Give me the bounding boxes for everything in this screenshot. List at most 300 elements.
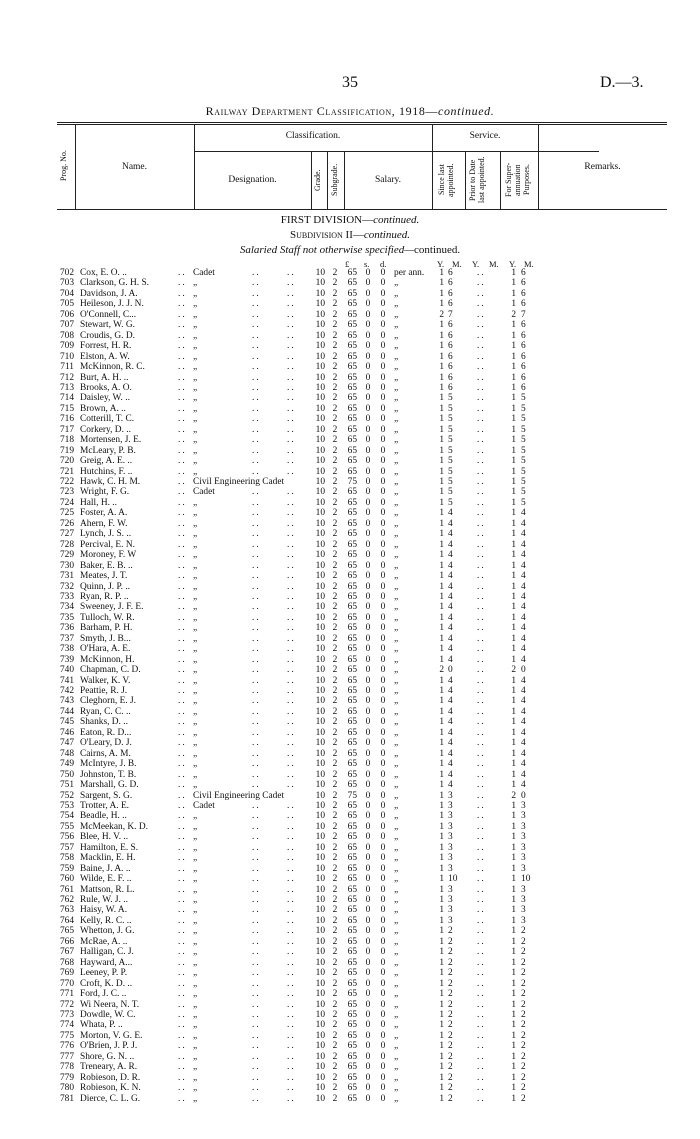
prog-number: 746 [59,727,74,738]
prog-number: 723 [59,487,74,498]
since-last-months: 3 [448,915,453,926]
salary-period: „ [394,989,399,1000]
salary-shillings: 0 [365,884,371,895]
prog-number: 780 [59,1083,74,1094]
staff-name: Brown, A. .. [80,403,126,414]
staff-name: Hamilton, E. S. [80,842,139,853]
superannuation-header: For Super-annuation Purposes. [504,162,531,198]
subgrade: 2 [332,769,338,780]
salary-pence: 0 [380,696,386,707]
leader-dots: .. [287,905,296,916]
designation: „ [193,278,198,289]
leader-dots: .. [178,1093,187,1104]
superannuation-months: 4 [521,508,526,519]
superannuation-months: 3 [521,800,526,811]
table-row [0,446,700,456]
subgrade: 2 [332,644,338,655]
superannuation-months: 0 [521,790,526,801]
superannuation-years: 1 [511,811,516,822]
grade: 10 [315,748,325,759]
since-last-years: 1 [439,424,444,435]
superannuation-months: 2 [521,1051,526,1062]
table-row [0,728,700,738]
prog-number: 775 [59,1030,74,1041]
since-last-years: 1 [439,1093,444,1104]
leader-dots: .. [477,748,486,759]
salary-pence: 0 [380,1020,386,1031]
superannuation-years: 2 [511,665,516,676]
salary-shillings: 0 [365,957,371,968]
leader-dots: .. [287,1062,296,1073]
since-last-years: 1 [439,780,444,791]
salary-pence: 0 [380,1062,386,1073]
subgrade: 2 [332,633,338,644]
table-row [0,1020,700,1030]
grade: 10 [315,1030,325,1041]
salary-pence: 0 [380,351,386,362]
leader-dots: .. [477,915,486,926]
since-last-months: 2 [448,1062,453,1073]
table-row [0,655,700,665]
superannuation-months: 4 [521,706,526,717]
staff-name: Dowdle, W. C. [80,1009,136,1020]
since-last-years: 1 [439,811,444,822]
subgrade: 2 [332,393,338,404]
staff-name: Hall, H. .. [80,497,117,508]
leader-dots: .. [477,330,486,341]
since-last-years: 1 [439,936,444,947]
salary-pence: 0 [380,884,386,895]
grade: 10 [315,518,325,529]
subgrade: 2 [332,445,338,456]
leader-dots: .. [178,623,187,634]
table-row [0,905,700,915]
grade: 10 [315,769,325,780]
leader-dots: .. [178,591,187,602]
salary-period: „ [394,1041,399,1052]
leader-dots: .. [252,1009,261,1020]
since-last-years: 1 [439,738,444,749]
leader-dots: .. [287,330,296,341]
leader-dots: .. [252,362,261,373]
leader-dots: .. [477,1072,486,1083]
salary-pounds: 65 [347,759,357,770]
leader-dots: .. [178,780,187,791]
staff-name: Davidson, J. A. [80,288,138,299]
prog-number: 713 [59,382,74,393]
since-last-months: 2 [448,926,453,937]
superannuation-months: 3 [521,821,526,832]
since-last-months: 4 [448,508,453,519]
since-last-months: 4 [448,591,453,602]
grade: 10 [315,1020,325,1031]
designation: „ [193,832,198,843]
prog-number: 703 [59,278,74,289]
leader-dots: .. [178,759,187,770]
salary-shillings: 0 [365,738,371,749]
since-last-years: 1 [439,644,444,655]
leader-dots: .. [287,351,296,362]
salary-period: „ [394,633,399,644]
leader-dots: .. [477,989,486,1000]
table-row [0,352,700,362]
leader-dots: .. [287,591,296,602]
leader-dots: .. [178,644,187,655]
superannuation-years: 1 [511,832,516,843]
superannuation-months: 5 [521,445,526,456]
salary-pounds: 65 [347,1093,357,1104]
superannuation-years: 1 [511,748,516,759]
leader-dots: .. [178,686,187,696]
subgrade: 2 [332,780,338,791]
since-last-months: 5 [448,445,453,456]
salary-shillings: 0 [365,654,371,665]
since-last-months: 2 [448,1009,453,1020]
superannuation-months: 3 [521,842,526,853]
designation: „ [193,936,198,947]
salary-pounds: 65 [347,665,357,676]
salary-period: „ [394,518,399,529]
salary-pence: 0 [380,821,386,832]
leader-dots: .. [178,842,187,853]
superannuation-years: 1 [511,591,516,602]
leader-dots: .. [252,748,261,759]
leader-dots: .. [252,1041,261,1052]
since-last-months: 4 [448,717,453,728]
salary-shillings: 0 [365,1020,371,1031]
grade: 10 [315,665,325,676]
salary-shillings: 0 [365,372,371,383]
staff-name: Beadle, H. .. [80,811,127,822]
salary-pounds: 65 [347,508,357,519]
superannuation-years: 1 [511,769,516,780]
salary-pence: 0 [380,466,386,477]
leader-dots: .. [178,508,187,519]
since-last-months: 4 [448,748,453,759]
salary-period: per ann. [394,268,425,278]
salary-shillings: 0 [365,320,371,331]
salary-pence: 0 [380,1009,386,1020]
salary-shillings: 0 [365,1030,371,1041]
salary-pounds: 65 [347,591,357,602]
designation: „ [193,1072,198,1083]
leader-dots: .. [178,382,187,393]
salary-shillings: 0 [365,623,371,634]
staff-name: Eaton, R. D... [80,727,132,738]
prog-number: 745 [59,717,74,728]
salary-pounds: 65 [347,414,357,425]
leader-dots: .. [252,874,261,885]
grade: 10 [315,1072,325,1083]
subgrade: 2 [332,790,338,801]
leader-dots: .. [178,863,187,874]
superannuation-months: 2 [521,1062,526,1073]
designation: „ [193,288,198,299]
leader-dots: .. [477,633,486,644]
leader-dots: .. [287,435,296,446]
subgrade: 2 [332,738,338,749]
since-last-months: 4 [448,571,453,582]
salary-shillings: 0 [365,1051,371,1062]
leader-dots: .. [477,1093,486,1104]
salary-period: „ [394,550,399,561]
since-last-years: 1 [439,612,444,623]
leader-dots: .. [252,456,261,467]
salary-shillings: 0 [365,727,371,738]
superannuation-years: 1 [511,393,516,404]
subgrade: 2 [332,947,338,958]
salary-pence: 0 [380,456,386,467]
salary-pence: 0 [380,915,386,926]
leader-dots: .. [178,1083,187,1094]
prog-number: 749 [59,759,74,770]
leader-dots: .. [178,1051,187,1062]
leader-dots: .. [252,372,261,383]
leader-dots: .. [287,686,296,696]
table-row [0,383,700,393]
prog-number: 721 [59,466,74,477]
grade: 10 [315,382,325,393]
leader-dots: .. [252,320,261,331]
salary-pounds: 65 [347,1009,357,1020]
leader-dots: .. [252,706,261,717]
superannuation-years: 1 [511,529,516,540]
prog-number: 767 [59,947,74,958]
superannuation-years: 1 [511,706,516,717]
designation: „ [193,362,198,373]
leader-dots: .. [287,1041,296,1052]
designation: „ [193,884,198,895]
since-last-years: 1 [439,790,444,801]
grade-header: Grade. [313,169,322,191]
salary-pounds: 65 [347,853,357,864]
leader-dots: .. [287,999,296,1010]
salary-pounds: 65 [347,915,357,926]
superannuation-years: 1 [511,299,516,310]
prog-number: 761 [59,884,74,895]
superannuation-years: 1 [511,926,516,937]
leader-dots: .. [477,477,486,487]
superannuation-years: 1 [511,915,516,926]
prog-number: 725 [59,508,74,519]
superannuation-years: 1 [511,1083,516,1094]
salary-shillings: 0 [365,497,371,508]
leader-dots: .. [287,665,296,676]
leader-dots: .. [252,968,261,979]
staff-name: O'Brien, J. P. J. [80,1041,138,1052]
prog-number: 765 [59,926,74,937]
leader-dots: .. [287,1083,296,1094]
leader-dots: .. [287,978,296,989]
grade: 10 [315,853,325,864]
leader-dots: .. [477,393,486,404]
superannuation-months: 6 [521,382,526,393]
salary-period: „ [394,748,399,759]
leader-dots: .. [477,560,486,571]
subgrade: 2 [332,874,338,885]
leader-dots: .. [178,978,187,989]
salary-period: „ [394,1062,399,1073]
leader-dots: .. [178,487,187,498]
since-last-years: 1 [439,821,444,832]
salary-shillings: 0 [365,529,371,540]
salary-period: „ [394,957,399,968]
leader-dots: .. [287,382,296,393]
leader-dots: .. [287,602,296,613]
since-last-years: 1 [439,571,444,582]
salary-pence: 0 [380,717,386,728]
superannuation-months: 2 [521,1072,526,1083]
salary-period: „ [394,602,399,613]
subgrade: 2 [332,623,338,634]
grade: 10 [315,832,325,843]
superannuation-years: 1 [511,1020,516,1031]
superannuation-years: 1 [511,1062,516,1073]
since-last-years: 2 [439,309,444,320]
grade: 10 [315,926,325,937]
salary-period: „ [394,320,399,331]
designation: „ [193,581,198,592]
designation: „ [193,1083,198,1094]
since-last-months: 6 [448,372,453,383]
leader-dots: .. [252,832,261,843]
division-title [0,214,700,226]
leader-dots: .. [178,477,187,487]
staff-name: McKinnon, R. C. [80,362,145,373]
leader-dots: .. [178,518,187,529]
leader-dots: .. [178,414,187,425]
years-label-1: Y. [437,259,445,269]
grade: 10 [315,780,325,791]
table-row [0,435,700,445]
grade: 10 [315,863,325,874]
staff-name: Cleghorn, E. J. [80,696,136,707]
salary-pounds: 65 [347,330,357,341]
prog-number: 705 [59,299,74,310]
leader-dots: .. [477,978,486,989]
grade: 10 [315,644,325,655]
since-last-years: 1 [439,477,444,487]
since-last-years: 1 [439,1020,444,1031]
since-last-years: 1 [439,560,444,571]
grade: 10 [315,957,325,968]
designation: „ [193,727,198,738]
since-last-months: 4 [448,529,453,540]
salary-pounds: 65 [347,633,357,644]
staff-name: Peattie, R. J. [80,686,128,696]
subgrade: 2 [332,665,338,676]
superannuation-months: 3 [521,832,526,843]
since-last-months: 4 [448,550,453,561]
designation: „ [193,686,198,696]
staff-name: Burt, A. H. .. [80,372,129,383]
prog-number: 724 [59,497,74,508]
salary-period: „ [394,1051,399,1062]
salary-pounds: 65 [347,341,357,352]
prog-number: 756 [59,832,74,843]
salary-shillings: 0 [365,675,371,686]
designation: „ [193,989,198,1000]
salary-pounds: 65 [347,811,357,822]
leader-dots: .. [178,456,187,467]
leader-dots: .. [252,571,261,582]
table-row [0,770,700,780]
leader-dots: .. [252,1030,261,1041]
table-row [0,477,700,487]
salary-period: „ [394,591,399,602]
salary-pounds: 65 [347,926,357,937]
designation: „ [193,780,198,791]
leader-dots: .. [477,456,486,467]
salary-pence: 0 [380,372,386,383]
subgrade: 2 [332,497,338,508]
superannuation-years: 1 [511,550,516,561]
staff-name: Brooks, A. O. [80,382,132,393]
leader-dots: .. [477,518,486,529]
staff-name: Blee, H. V. .. [80,832,129,843]
since-last-months: 4 [448,769,453,780]
salary-period: „ [394,1083,399,1094]
leader-dots: .. [287,780,296,791]
designation: „ [193,968,198,979]
designation: „ [193,842,198,853]
leader-dots: .. [178,717,187,728]
salary-pence: 0 [380,539,386,550]
salary-pence: 0 [380,1083,386,1094]
staff-name: Rule, W. J. .. [80,895,128,905]
salary-period: „ [394,362,399,373]
grade: 10 [315,738,325,749]
leader-dots: .. [287,633,296,644]
superannuation-months: 2 [521,989,526,1000]
salary-pence: 0 [380,424,386,435]
since-last-months: 2 [448,968,453,979]
salary-pence: 0 [380,497,386,508]
superannuation-years: 1 [511,717,516,728]
leader-dots: .. [287,644,296,655]
staff-name: Foster, A. A. [80,508,128,519]
leader-dots: .. [287,863,296,874]
leader-dots: .. [477,571,486,582]
salary-period: „ [394,529,399,540]
salary-pounds: 65 [347,968,357,979]
since-last-months: 2 [448,989,453,1000]
staff-name: Clarkson, G. H. S. [80,278,150,289]
superannuation-years: 1 [511,905,516,916]
since-last-months: 2 [448,1020,453,1031]
grade: 10 [315,529,325,540]
since-last-years: 1 [439,989,444,1000]
leader-dots: .. [252,696,261,707]
leader-dots: .. [252,769,261,780]
since-last-months: 5 [448,393,453,404]
designation: „ [193,895,198,905]
salary-period: „ [394,351,399,362]
salary-period: „ [394,968,399,979]
salary-pence: 0 [380,508,386,519]
subdivision-label: Subdivision II— [290,229,364,241]
leader-dots: .. [477,769,486,780]
salary-period: „ [394,811,399,822]
title-main: Railway Department Classification, [205,104,396,118]
salary-shillings: 0 [365,487,371,498]
table-row [0,393,700,403]
salary-period: „ [394,675,399,686]
salary-shillings: 0 [365,790,371,801]
salary-pounds: 75 [347,477,357,487]
subgrade: 2 [332,863,338,874]
subgrade: 2 [332,686,338,696]
